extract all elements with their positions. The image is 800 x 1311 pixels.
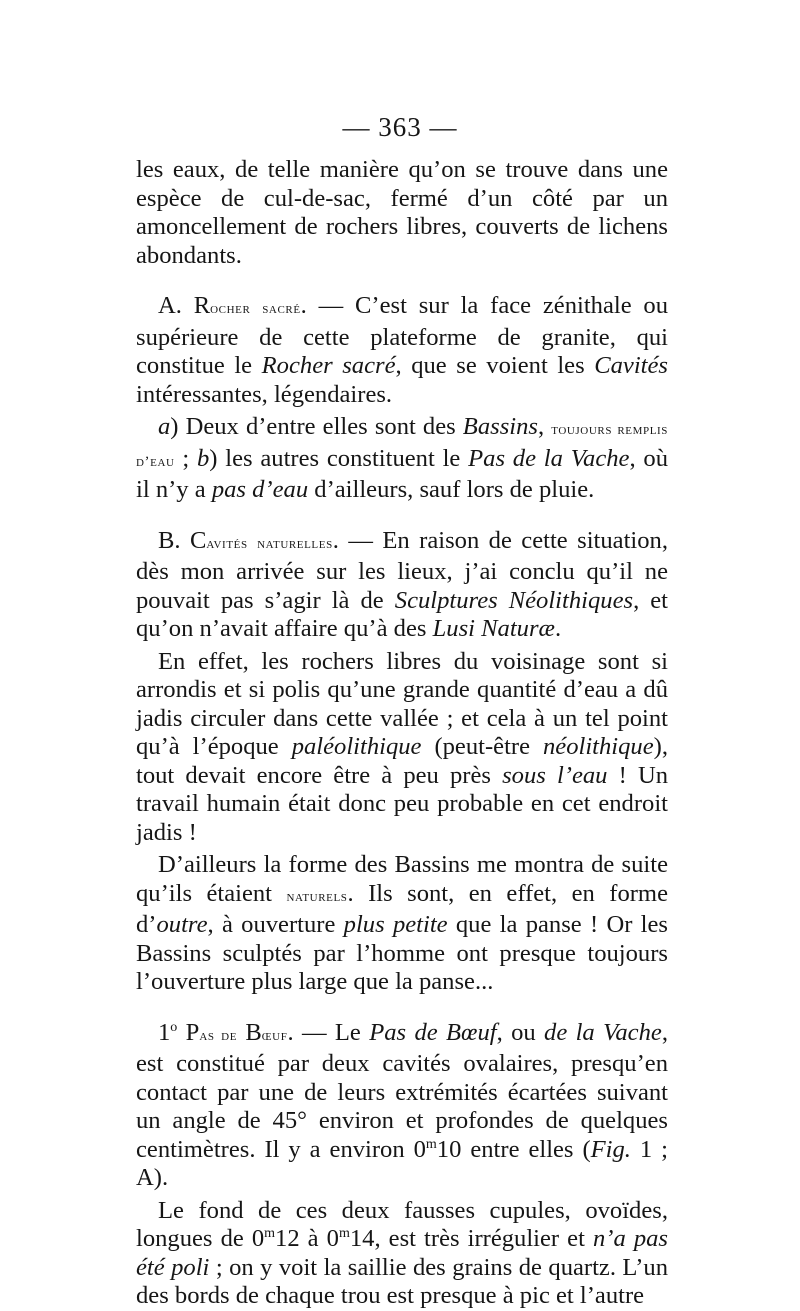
small-caps-toujours-remplis: toujours remplis d’eau [136, 422, 668, 470]
paragraph-dailleurs: D’ailleurs la forme des Bassins me montra de suite qu’ils étaient naturels. Ils sont, en effet, en forme d’outre, à ouverture plus petite que la panse ! Or les Bassins sculptés par l’homme ont presque toujours l’ouverture plus large que la panse... [136, 851, 669, 995]
paragraph-cavites-naturelles: B. Cavités naturelles. — En raison de cette situation, dès mon arrivée sur les lieux, j’ai conclu qu’il ne pouvait pas s’agir là de Sculptures Néolithiques, et qu’on n’avait affaire qu’à des Lusi Naturæ. [136, 526, 669, 642]
paragraph-en-effet: En effet, les rochers libres du voisinage sont si arrondis et si polis qu’une grande quantité d’eau a dû jadis circuler dans cette vallée ; et cela à un tel point qu’à l’époque paléolithique (peut-être néolithique), tout devait encore être à peu près sous l’eau ! Un travail humain était donc peu probable en cet endroit jadis ! [136, 647, 668, 846]
section-heading-rocher-sacre: Rocher sacré [193, 292, 301, 319]
section-heading-cavites-naturelles: Cavités naturelles [189, 526, 333, 554]
page-body [136, 156, 668, 1311]
paragraph-rocher-sacre: A. Rocher sacré. — C’est sur la face zénithale ou supérieure de cette plateforme de granite, qui constitue le Rocher sacré, que se voient les Cavités intéressantes, légendaires. [136, 292, 669, 408]
page-number: — 363 — [342, 112, 458, 142]
paragraph-1: les eaux, de telle manière qu’on se trouve dans une espèce de cul-de-sac, fermé d’un côté par un amoncellement de rochers libres, couverts de lichens abondants. [136, 156, 668, 269]
section-letter-a: A. [158, 292, 194, 319]
paragraph-pas-de-boeuf: 1$^o$ Pas de Bœuf. — Le Pas de Bœuf, ou de la Vache, est constitué par deux cavités ovalaires, presqu’en contact par une de leurs extrémités écartées suivant un angle de 45° environ et profondes de quelques centimètres. Il y a environ 0$^m$10 entre elles (Fig. 1 ; A). [136, 1018, 668, 1191]
section-heading-pas-de-boeuf: Pas de Bœuf [185, 1018, 288, 1046]
paragraph-le-fond: Le fond de ces deux fausses cupules, ovoïdes, longues de 0$^m$12 à 0$^m$14, est très irrégulier et n’a pas été poli ; on y voit la saillie des grains de quartz. L’un des bords de chaque trou est presque à pic et l’autre [136, 1196, 668, 1309]
paragraph-bassins: a) Deux d’entre elles sont des Bassins, toujours remplis d’eau ; b) les autres constituent le Pas de la Vache, où il n’y a pas d’eau d’ailleurs, sauf lors de pluie. [136, 413, 668, 503]
small-caps-naturels: naturels [286, 888, 348, 905]
